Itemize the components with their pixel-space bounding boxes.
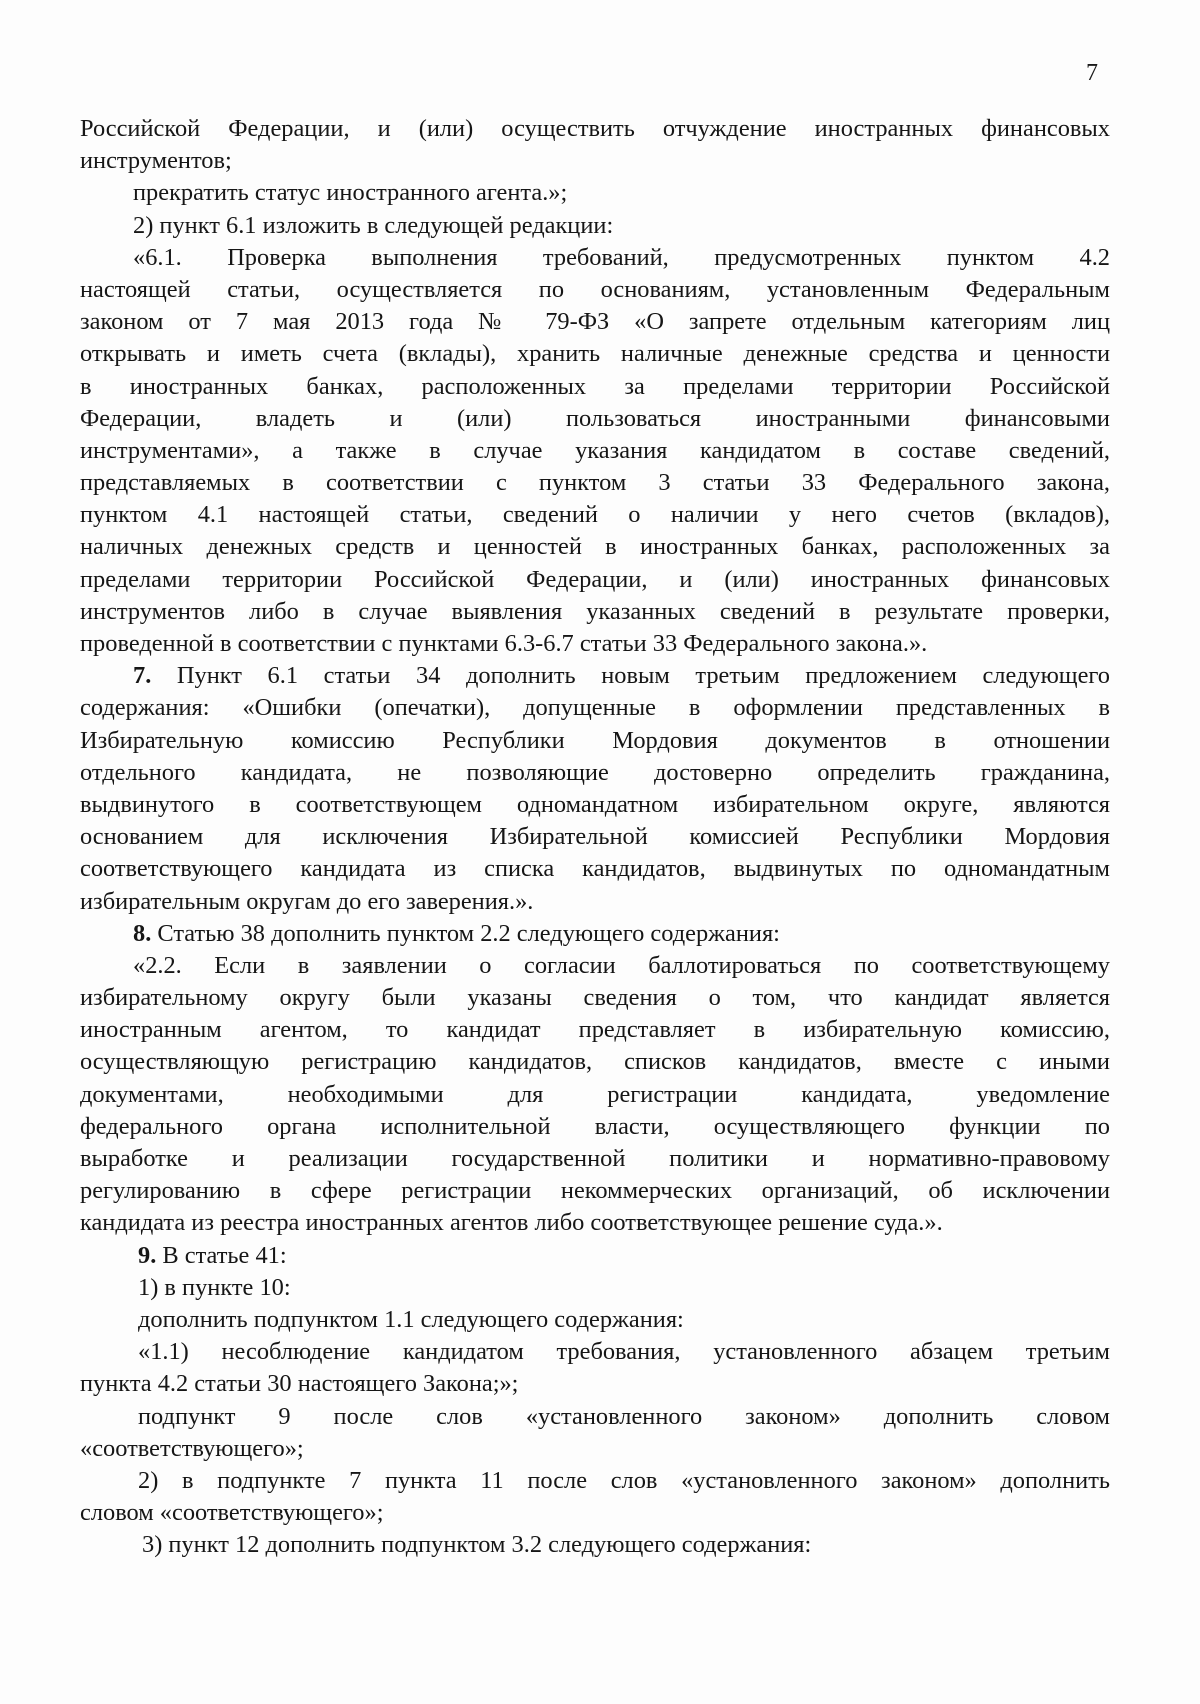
line-text: Избирательную комиссию Республики Мордовия документов в отношении: [80, 726, 1110, 754]
text-line: [80, 499, 1110, 531]
line-text: инструментами», а также в случае указания кандидатом в составе сведений,: [80, 436, 1110, 464]
page-number: 7: [1086, 60, 1098, 86]
line-text: содержания: «Ошибки (опечатки), допущенные в оформлении представленных в: [80, 694, 1110, 722]
line-text: Российской Федерации, и (или) осуществить отчуждение иностранных финансовых: [80, 115, 1110, 142]
text-line: [80, 1368, 1110, 1400]
text-line: [80, 982, 1110, 1014]
text-line: [80, 853, 1110, 885]
text-line: [80, 692, 1110, 724]
line-text: осуществляющую регистрацию кандидатов, списков кандидатов, вместе с иными: [80, 1048, 1110, 1076]
text-line: [80, 145, 1110, 177]
line-text: «6.1. Проверка выполнения требований, предусмотренных пунктом 4.2: [133, 243, 1110, 271]
text-line: [80, 1401, 1110, 1433]
line-text: регулированию в сфере регистрации некоммерческих организаций, об исключении: [80, 1177, 1110, 1205]
text-line: [80, 1207, 1110, 1239]
item-number: 8.: [133, 919, 152, 947]
line-text: выдвинутого в соответствующем одномандатном избирательном округе, являются: [80, 790, 1110, 818]
text-line: [80, 918, 1110, 950]
text-line: [80, 371, 1110, 403]
text-line: [80, 1046, 1110, 1078]
line-text: Федерации, владеть и (или) пользоваться иностранными финансовыми: [80, 404, 1110, 432]
text-line: [80, 306, 1110, 338]
text-line: [80, 1111, 1110, 1143]
line-text: иностранным агентом, то кандидат представляет в избирательную комиссию,: [80, 1016, 1110, 1044]
line-text: проведенной в соответствии с пунктами 6.3-6.7 статьи 33 Федерального закона.».: [80, 630, 928, 657]
line-text: настоящей статьи, осуществляется по основаниям, установленным Федеральным: [80, 275, 1110, 303]
text-line: [80, 113, 1110, 145]
item-number: 9.: [138, 1241, 157, 1269]
line-text: кандидата из реестра иностранных агентов либо соответствующее решение суда.».: [80, 1209, 943, 1237]
line-text: 2) пункт 6.1 изложить в следующей редакции:: [133, 211, 614, 239]
line-text: открывать и иметь счета (вклады), хранить наличные денежные средства и ценности: [80, 340, 1110, 368]
line-text: В статье 41:: [156, 1241, 287, 1269]
line-text: избирательным округам до его заверения.».: [80, 887, 534, 915]
text-line: [80, 596, 1110, 628]
text-line: [80, 1497, 1110, 1529]
text-line: [80, 950, 1110, 982]
line-text: в иностранных банках, расположенных за пределами территории Российской: [80, 372, 1110, 400]
line-text: инструментов либо в случае выявления указанных сведений в результате проверки,: [80, 597, 1110, 625]
line-text: основанием для исключения Избирательной комиссией Республики Мордовия: [80, 823, 1110, 851]
text-line: [80, 1240, 1110, 1272]
text-line: [80, 1529, 1110, 1561]
line-text: 1) в пункте 10:: [138, 1273, 291, 1301]
line-text: наличных денежных средств и ценностей в иностранных банках, расположенных за: [80, 533, 1110, 561]
line-text: отдельного кандидата, не позволяющие достоверно определить гражданина,: [80, 758, 1110, 786]
text-line: [80, 886, 1110, 918]
line-text: прекратить статус иностранного агента.»;: [133, 179, 568, 207]
line-text: Статью 38 дополнить пунктом 2.2 следующего содержания:: [151, 919, 780, 947]
line-text: законом от 7 мая 2013 года № 79-ФЗ «О запрете отдельным категориям лиц: [80, 308, 1110, 336]
text-line: [80, 435, 1110, 467]
text-line: [80, 660, 1110, 692]
line-text: избирательному округу были указаны сведения о том, что кандидат является: [80, 984, 1110, 1012]
line-text: представляемых в соответствии с пунктом 3 статьи 33 Федерального закона,: [80, 469, 1110, 497]
text-line: [80, 789, 1110, 821]
text-line: [80, 531, 1110, 563]
text-line: [80, 274, 1110, 306]
line-text: «2.2. Если в заявлении о согласии баллотироваться по соответствующему: [133, 951, 1110, 979]
item-number: 7.: [133, 662, 152, 690]
line-text: пункта 4.2 статьи 30 настоящего Закона;»;: [80, 1370, 519, 1398]
text-line: [80, 1465, 1110, 1497]
text-line: [80, 725, 1110, 757]
text-line: [80, 1433, 1110, 1465]
line-text: пунктом 4.1 настоящей статьи, сведений о наличии у него счетов (вкладов),: [80, 501, 1110, 529]
line-text: «1.1) несоблюдение кандидатом требования, установленного абзацем третьим: [138, 1338, 1110, 1366]
text-line: [80, 1143, 1110, 1175]
line-text: инструментов;: [80, 147, 232, 175]
text-line: [80, 1175, 1110, 1207]
line-text: документами, необходимыми для регистрации кандидата, уведомление: [80, 1080, 1110, 1108]
line-text: соответствующего кандидата из списка кандидатов, выдвинутых по одномандатным: [80, 855, 1110, 883]
line-text: дополнить подпунктом 1.1 следующего содержания:: [138, 1305, 684, 1333]
text-line: [80, 338, 1110, 370]
text-line: [80, 1336, 1110, 1368]
text-line: [80, 467, 1110, 499]
text-line: [80, 210, 1110, 242]
text-line: [80, 403, 1110, 435]
document-body: [80, 113, 1110, 1561]
text-line: [80, 1079, 1110, 1111]
line-text: подпункт 9 после слов «установленного законом» дополнить словом: [138, 1402, 1110, 1430]
line-text: выработке и реализации государственной политики и нормативно-правовому: [80, 1145, 1110, 1172]
text-line: [80, 177, 1110, 209]
line-text: Пункт 6.1 статьи 34 дополнить новым третьим предложением следующего: [151, 662, 1110, 690]
text-line: [80, 564, 1110, 596]
line-text: 3) пункт 12 дополнить подпунктом 3.2 следующего содержания:: [142, 1531, 812, 1559]
text-line: [80, 821, 1110, 853]
line-text: словом «соответствующего»;: [80, 1499, 384, 1527]
line-text: федерального органа исполнительной власти, осуществляющего функции по: [80, 1112, 1110, 1140]
text-line: [80, 242, 1110, 274]
text-line: [80, 757, 1110, 789]
text-line: [80, 1014, 1110, 1046]
text-line: [80, 628, 1110, 660]
line-text: «соответствующего»;: [80, 1434, 304, 1462]
text-line: [80, 1272, 1110, 1304]
line-text: 2) в подпункте 7 пункта 11 после слов «установленного законом» дополнить: [138, 1466, 1110, 1494]
line-text: пределами территории Российской Федерации, и (или) иностранных финансовых: [80, 565, 1110, 593]
text-line: [80, 1304, 1110, 1336]
